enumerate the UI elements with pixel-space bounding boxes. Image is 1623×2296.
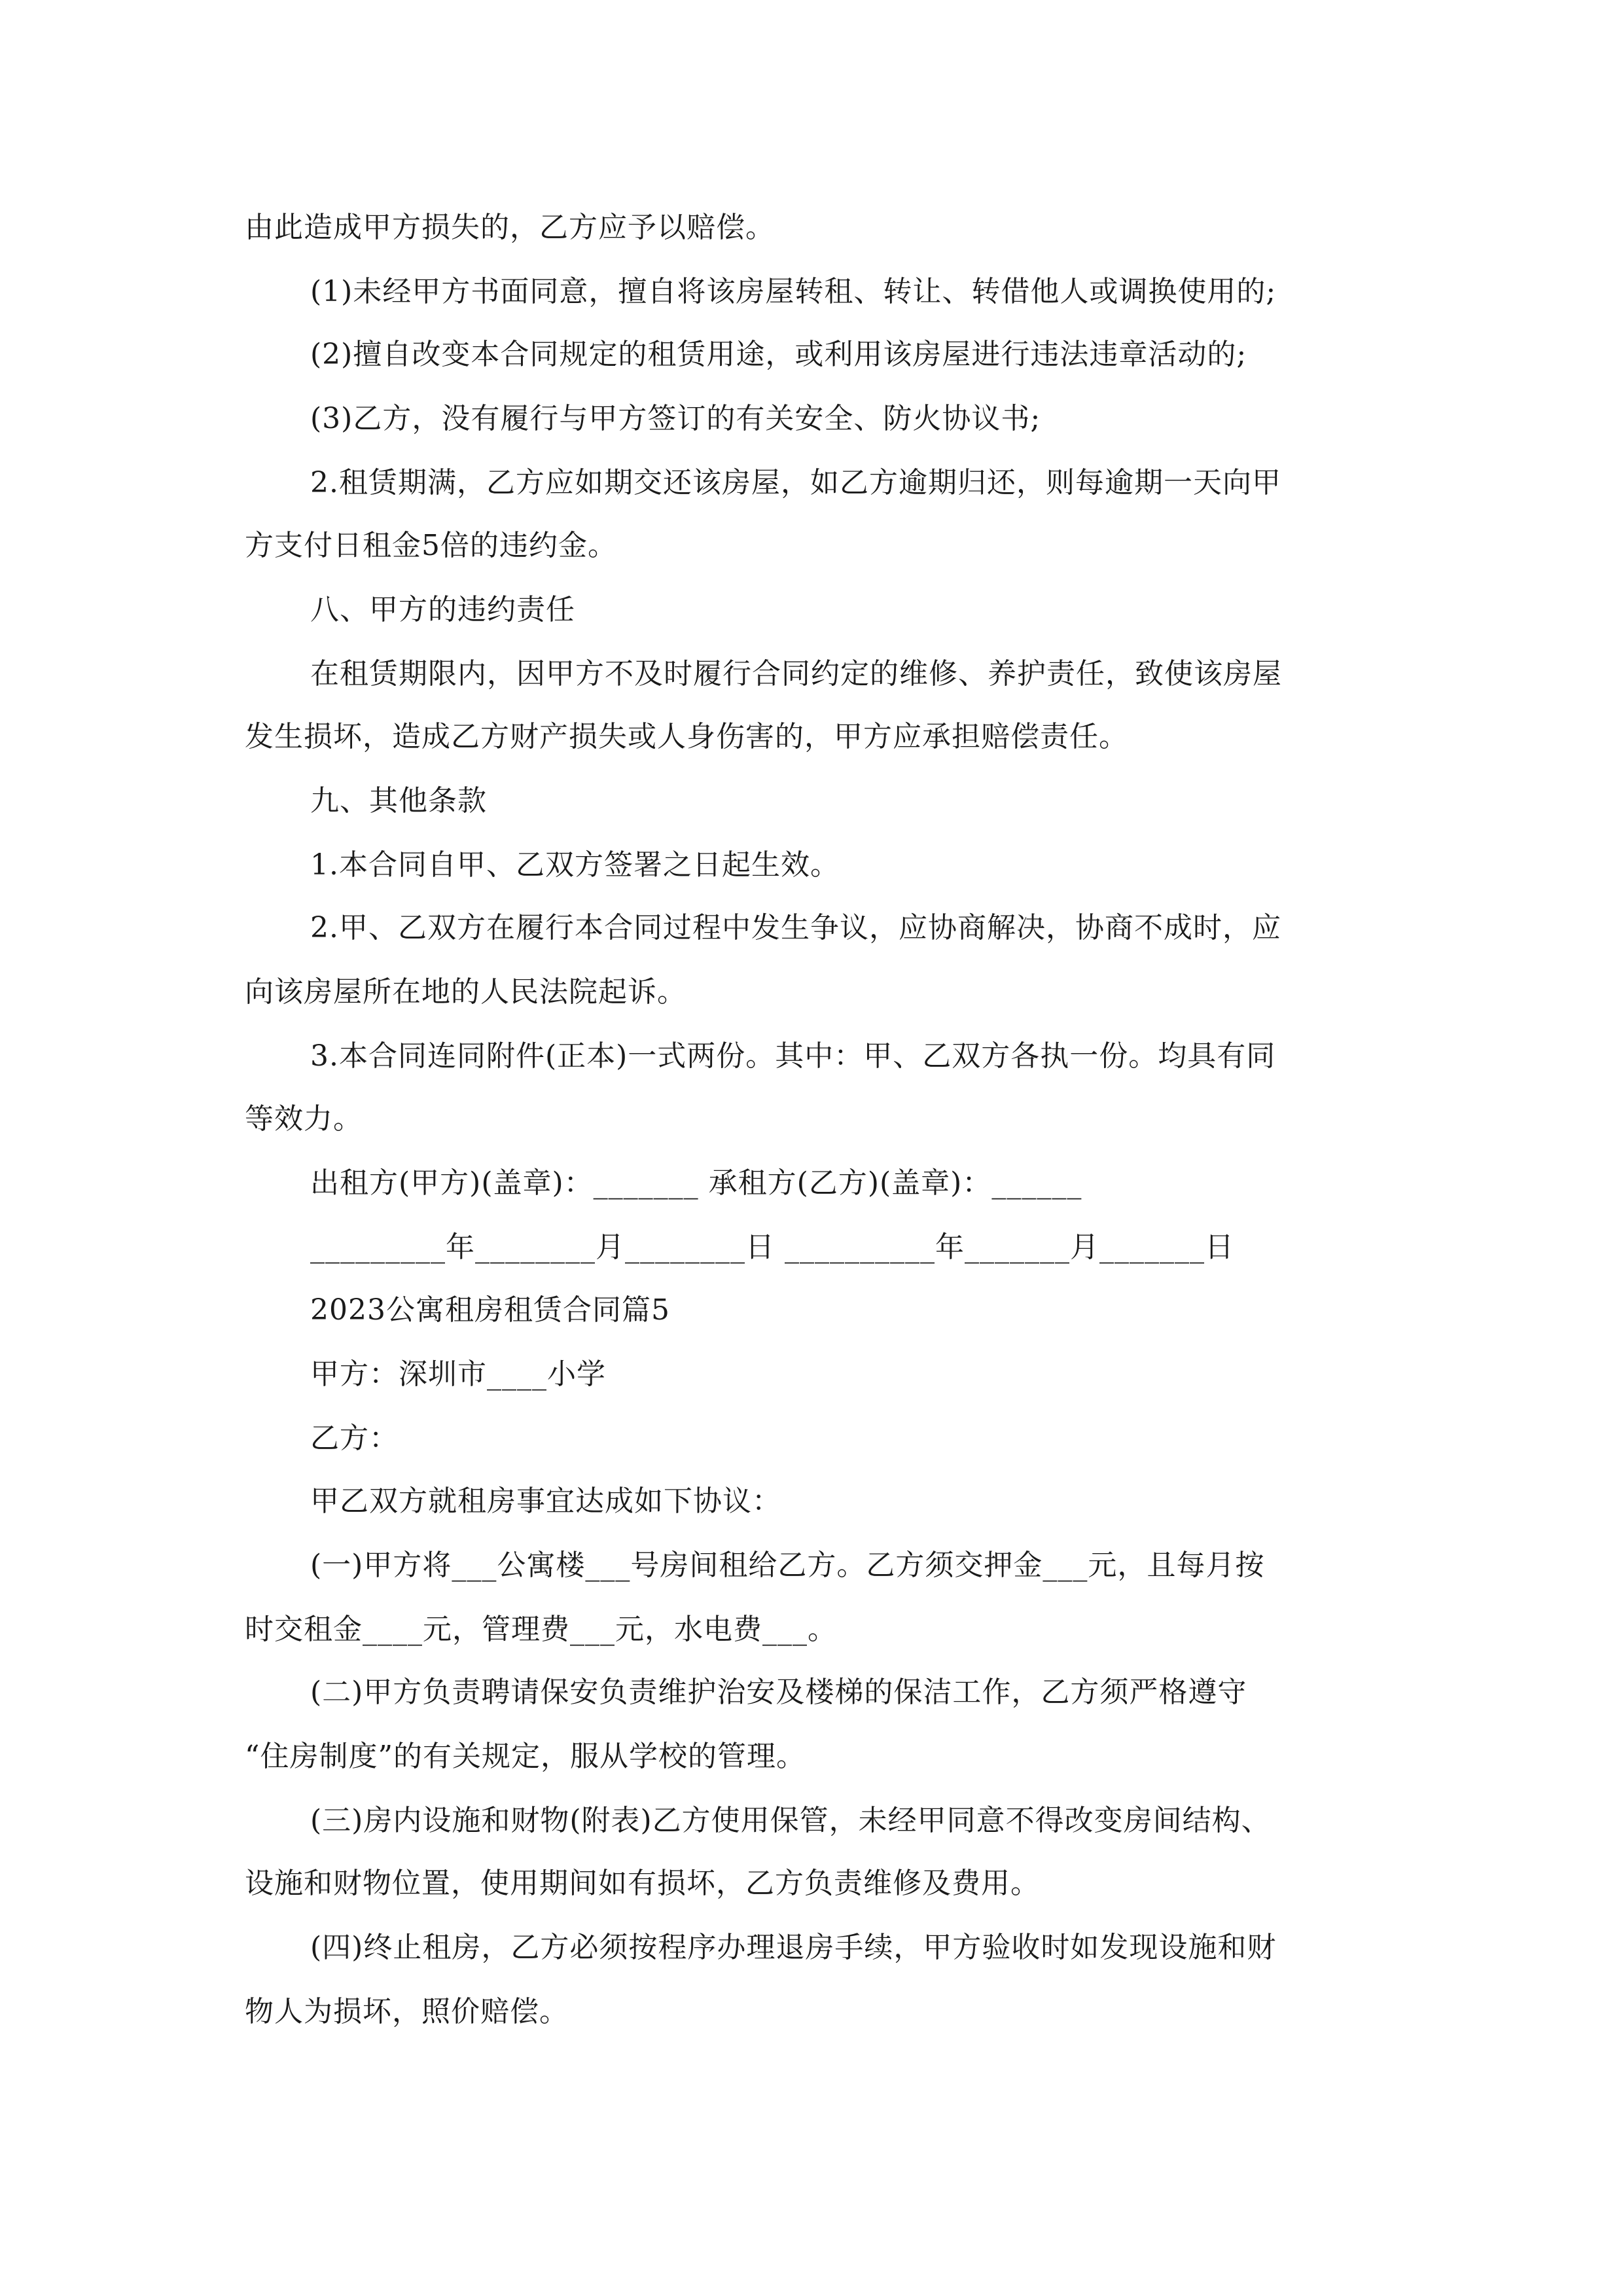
text-line: 甲乙双方就租房事宜达成如下协议： [310,1484,781,1518]
text-line: 由此造成甲方损失的，乙方应予以赔偿。 [245,211,775,244]
text-line: (2)擅自改变本合同规定的租赁用途，或利用该房屋进行违法违章活动的; [310,338,1247,371]
text-line: 3.本合同连同附件(正本)一式两份。其中：甲、乙双方各执一份。均具有同 [310,1039,1276,1073]
text-line: 等效力。 [245,1102,363,1136]
section-heading: 八、甲方的违约责任 [310,593,575,626]
text-line: 时交租金____元，管理费___元，水电费___。 [245,1613,837,1646]
date-line: _________年________月________日 __________年_______月_______日 [310,1230,1234,1264]
text-line: “住房制度”的有关规定，服从学校的管理。 [245,1740,806,1773]
text-line: (二)甲方负责聘请保安负责维护治安及楼梯的保洁工作，乙方须严格遵守 [310,1676,1247,1709]
text-line: 2.甲、乙双方在履行本合同过程中发生争议，应协商解决，协商不成时，应 [310,911,1281,944]
text-line: 1.本合同自甲、乙双方签署之日起生效。 [310,848,840,882]
text-line: 2.租赁期满，乙方应如期交还该房屋，如乙方逾期归还，则每逾期一天向甲 [310,466,1281,499]
text-line: (三)房内设施和财物(附表)乙方使用保管，未经甲同意不得改变房间结构、 [310,1804,1271,1837]
section-heading: 九、其他条款 [310,784,487,817]
signature-line: 出租方(甲方)(盖章)：_______ 承租方(乙方)(盖章)：______ [310,1166,1082,1200]
text-line: (3)乙方，没有履行与甲方签订的有关安全、防火协议书; [310,402,1041,435]
text-line: 向该房屋所在地的人民法院起诉。 [245,975,687,1009]
party-a-line: 甲方：深圳市____小学 [310,1357,606,1391]
party-b-line: 乙方： [310,1422,399,1455]
text-line: 在租赁期限内，因甲方不及时履行合同约定的维修、养护责任，致使该房屋 [310,657,1282,691]
text-line: 设施和财物位置，使用期间如有损坏，乙方负责维修及费用。 [245,1867,1040,1900]
text-line: (四)终止租房，乙方必须按程序办理退房手续，甲方验收时如发现设施和财 [310,1931,1277,1964]
text-line: (1)未经甲方书面同意，擅自将该房屋转租、转让、转借他人或调换使用的; [310,275,1277,308]
document-title: 2023公寓租房租赁合同篇5 [310,1293,670,1327]
text-line: 发生损坏，造成乙方财产损失或人身伤害的，甲方应承担赔偿责任。 [245,720,1128,753]
text-line: 物人为损坏，照价赔偿。 [245,1995,569,2028]
text-line: 方支付日租金5倍的违约金。 [245,529,617,562]
text-line: (一)甲方将___公寓楼___号房间租给乙方。乙方须交押金___元，且每月按 [310,1549,1265,1582]
